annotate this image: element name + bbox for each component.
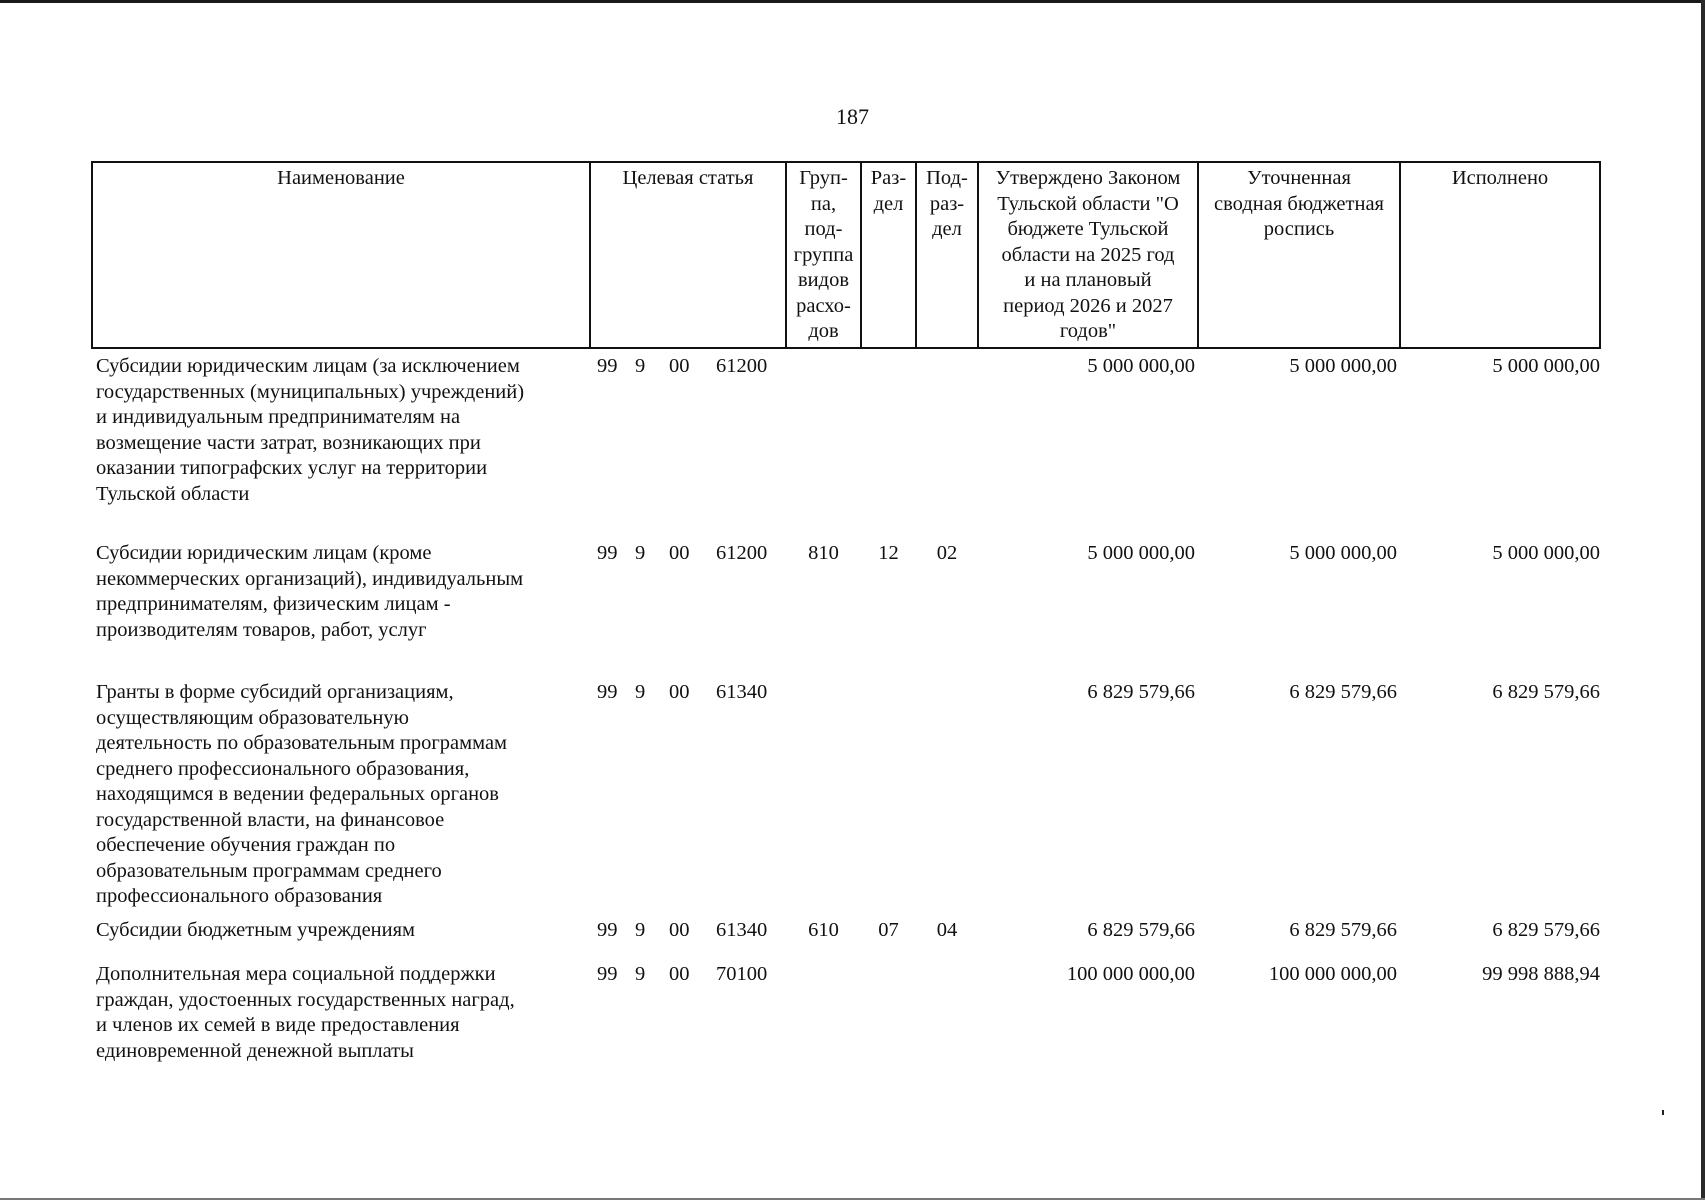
header-line: Груп- [799,167,848,189]
name-line: единовременной денежной выплаты [96,1039,414,1062]
expense-group: 810 [808,542,839,564]
name-line: Субсидии бюджетным учреждениям [96,919,416,941]
approved-amount: 6 829 579,66 [1087,681,1195,703]
header-expense-group [787,166,860,345]
name-line: возмещение части затрат, возникающих при [96,431,481,454]
header-line: группа [793,243,854,266]
header-line: области на 2025 год [1001,243,1175,266]
expense-group: 610 [808,919,839,941]
refined-amount: 6 829 579,66 [1289,919,1397,941]
name-line: некоммерческих организаций), индивидуальным [96,567,524,590]
header-line: бюджете Тульской [1007,218,1169,240]
header-line: раз- [929,192,965,215]
code-direction: 61200 [716,355,768,377]
code-subprogram: 9 [635,542,646,564]
header-line: период 2026 и 2027 [1003,294,1173,317]
code-direction: 61200 [716,542,768,564]
code-subprogram: 9 [635,355,646,377]
name-line: деятельность по образовательным программам [96,732,508,754]
header-line: роспись [1263,218,1335,240]
code-block: 00 [669,542,690,564]
row-name [96,541,596,643]
executed-amount: 6 829 579,66 [1492,681,1600,703]
code-direction: 61340 [716,919,768,941]
row-name [96,918,596,944]
name-line: находящимся в ведении федеральных органов [96,783,499,805]
approved-amount: 5 000 000,00 [1087,355,1195,377]
code-subprogram: 9 [635,919,646,941]
header-line: Тульской области "О [997,192,1179,215]
header-line: Уточненная [1247,167,1351,189]
row-name [96,962,596,1064]
name-line: граждан, удостоенных государственных наград, [96,988,515,1011]
section: 12 [878,542,899,564]
header-name: Наименование [277,167,405,189]
approved-amount: 100 000 000,00 [1066,963,1195,985]
name-line: Субсидии юридическим лицам (кроме [96,542,432,564]
header-section [862,166,915,217]
approved-amount: 5 000 000,00 [1087,542,1195,564]
name-line: предпринимателям, физическим лицам - [96,593,451,615]
name-line: государственных (муниципальных) учреждений) [96,380,525,403]
name-line: и членов их семей в виде предоставления [96,1014,460,1036]
name-line: среднего профессионального образования, [96,757,470,780]
header-refined [1199,166,1399,243]
section: 07 [878,919,899,941]
name-line: Гранты в форме субсидий организациям, [96,681,454,703]
row-name [96,354,596,507]
refined-amount: 100 000 000,00 [1268,963,1397,985]
header-executed: Исполнено [1451,167,1549,189]
header-line: и на плановый [1024,269,1152,291]
header-line: видов [797,269,849,291]
name-line: производителям товаров, работ, услуг [96,618,427,641]
name-line: оказании типографских услуг на территории [96,457,488,479]
header-line: Под- [926,167,968,189]
header-approved [979,166,1197,345]
executed-amount: 99 998 888,94 [1482,963,1600,985]
name-line: государственной власти, на финансовое [96,808,445,831]
name-line: осуществляющим образовательную [96,706,409,729]
header-line: па, [810,192,837,215]
code-block: 00 [669,963,690,985]
row-name [96,680,596,910]
name-line: Дополнительная мера социальной поддержки [96,963,496,985]
code-block: 00 [669,919,690,941]
name-line: Субсидии юридическим лицам (за исключением [96,355,520,377]
executed-amount: 5 000 000,00 [1492,542,1600,564]
header-line: под- [804,218,843,240]
page-number: 187 [836,104,869,129]
code-subprogram: 9 [635,963,646,985]
header-line: годов" [1059,320,1117,342]
refined-amount: 5 000 000,00 [1289,355,1397,377]
name-line: обеспечение обучения граждан по [96,834,396,856]
header-line: дов [808,320,839,342]
header-line: Утверждено Законом [995,167,1181,189]
code-program: 99 [597,963,618,985]
subsection: 04 [936,919,958,941]
subsection: 02 [936,542,958,564]
code-program: 99 [597,681,618,703]
header-line: дел [932,218,962,240]
header-line: дел [873,192,904,215]
code-program: 99 [597,355,618,377]
code-direction: 61340 [716,681,768,703]
header-target-article: Целевая статья [622,167,754,189]
header-line: расхо- [796,294,851,317]
scan-speck [1662,1110,1664,1115]
executed-amount: 5 000 000,00 [1492,355,1600,377]
header-line: Раз- [870,167,907,189]
code-block: 00 [669,681,690,703]
scan-edge-top [0,0,1705,3]
refined-amount: 6 829 579,66 [1289,681,1397,703]
scan-edge-right [1701,0,1705,1200]
name-line: образовательным программам среднего [96,859,442,882]
code-program: 99 [597,542,618,564]
code-program: 99 [597,919,618,941]
name-line: и индивидуальным предпринимателям на [96,406,461,428]
code-direction: 70100 [716,963,768,985]
name-line: Тульской области [96,482,250,505]
code-subprogram: 9 [635,681,646,703]
code-block: 00 [669,355,690,377]
header-subsection [917,166,977,243]
approved-amount: 6 829 579,66 [1087,919,1195,941]
refined-amount: 5 000 000,00 [1289,542,1397,564]
header-line: сводная бюджетная [1214,192,1384,215]
executed-amount: 6 829 579,66 [1492,919,1600,941]
name-line: профессионального образования [96,885,383,907]
